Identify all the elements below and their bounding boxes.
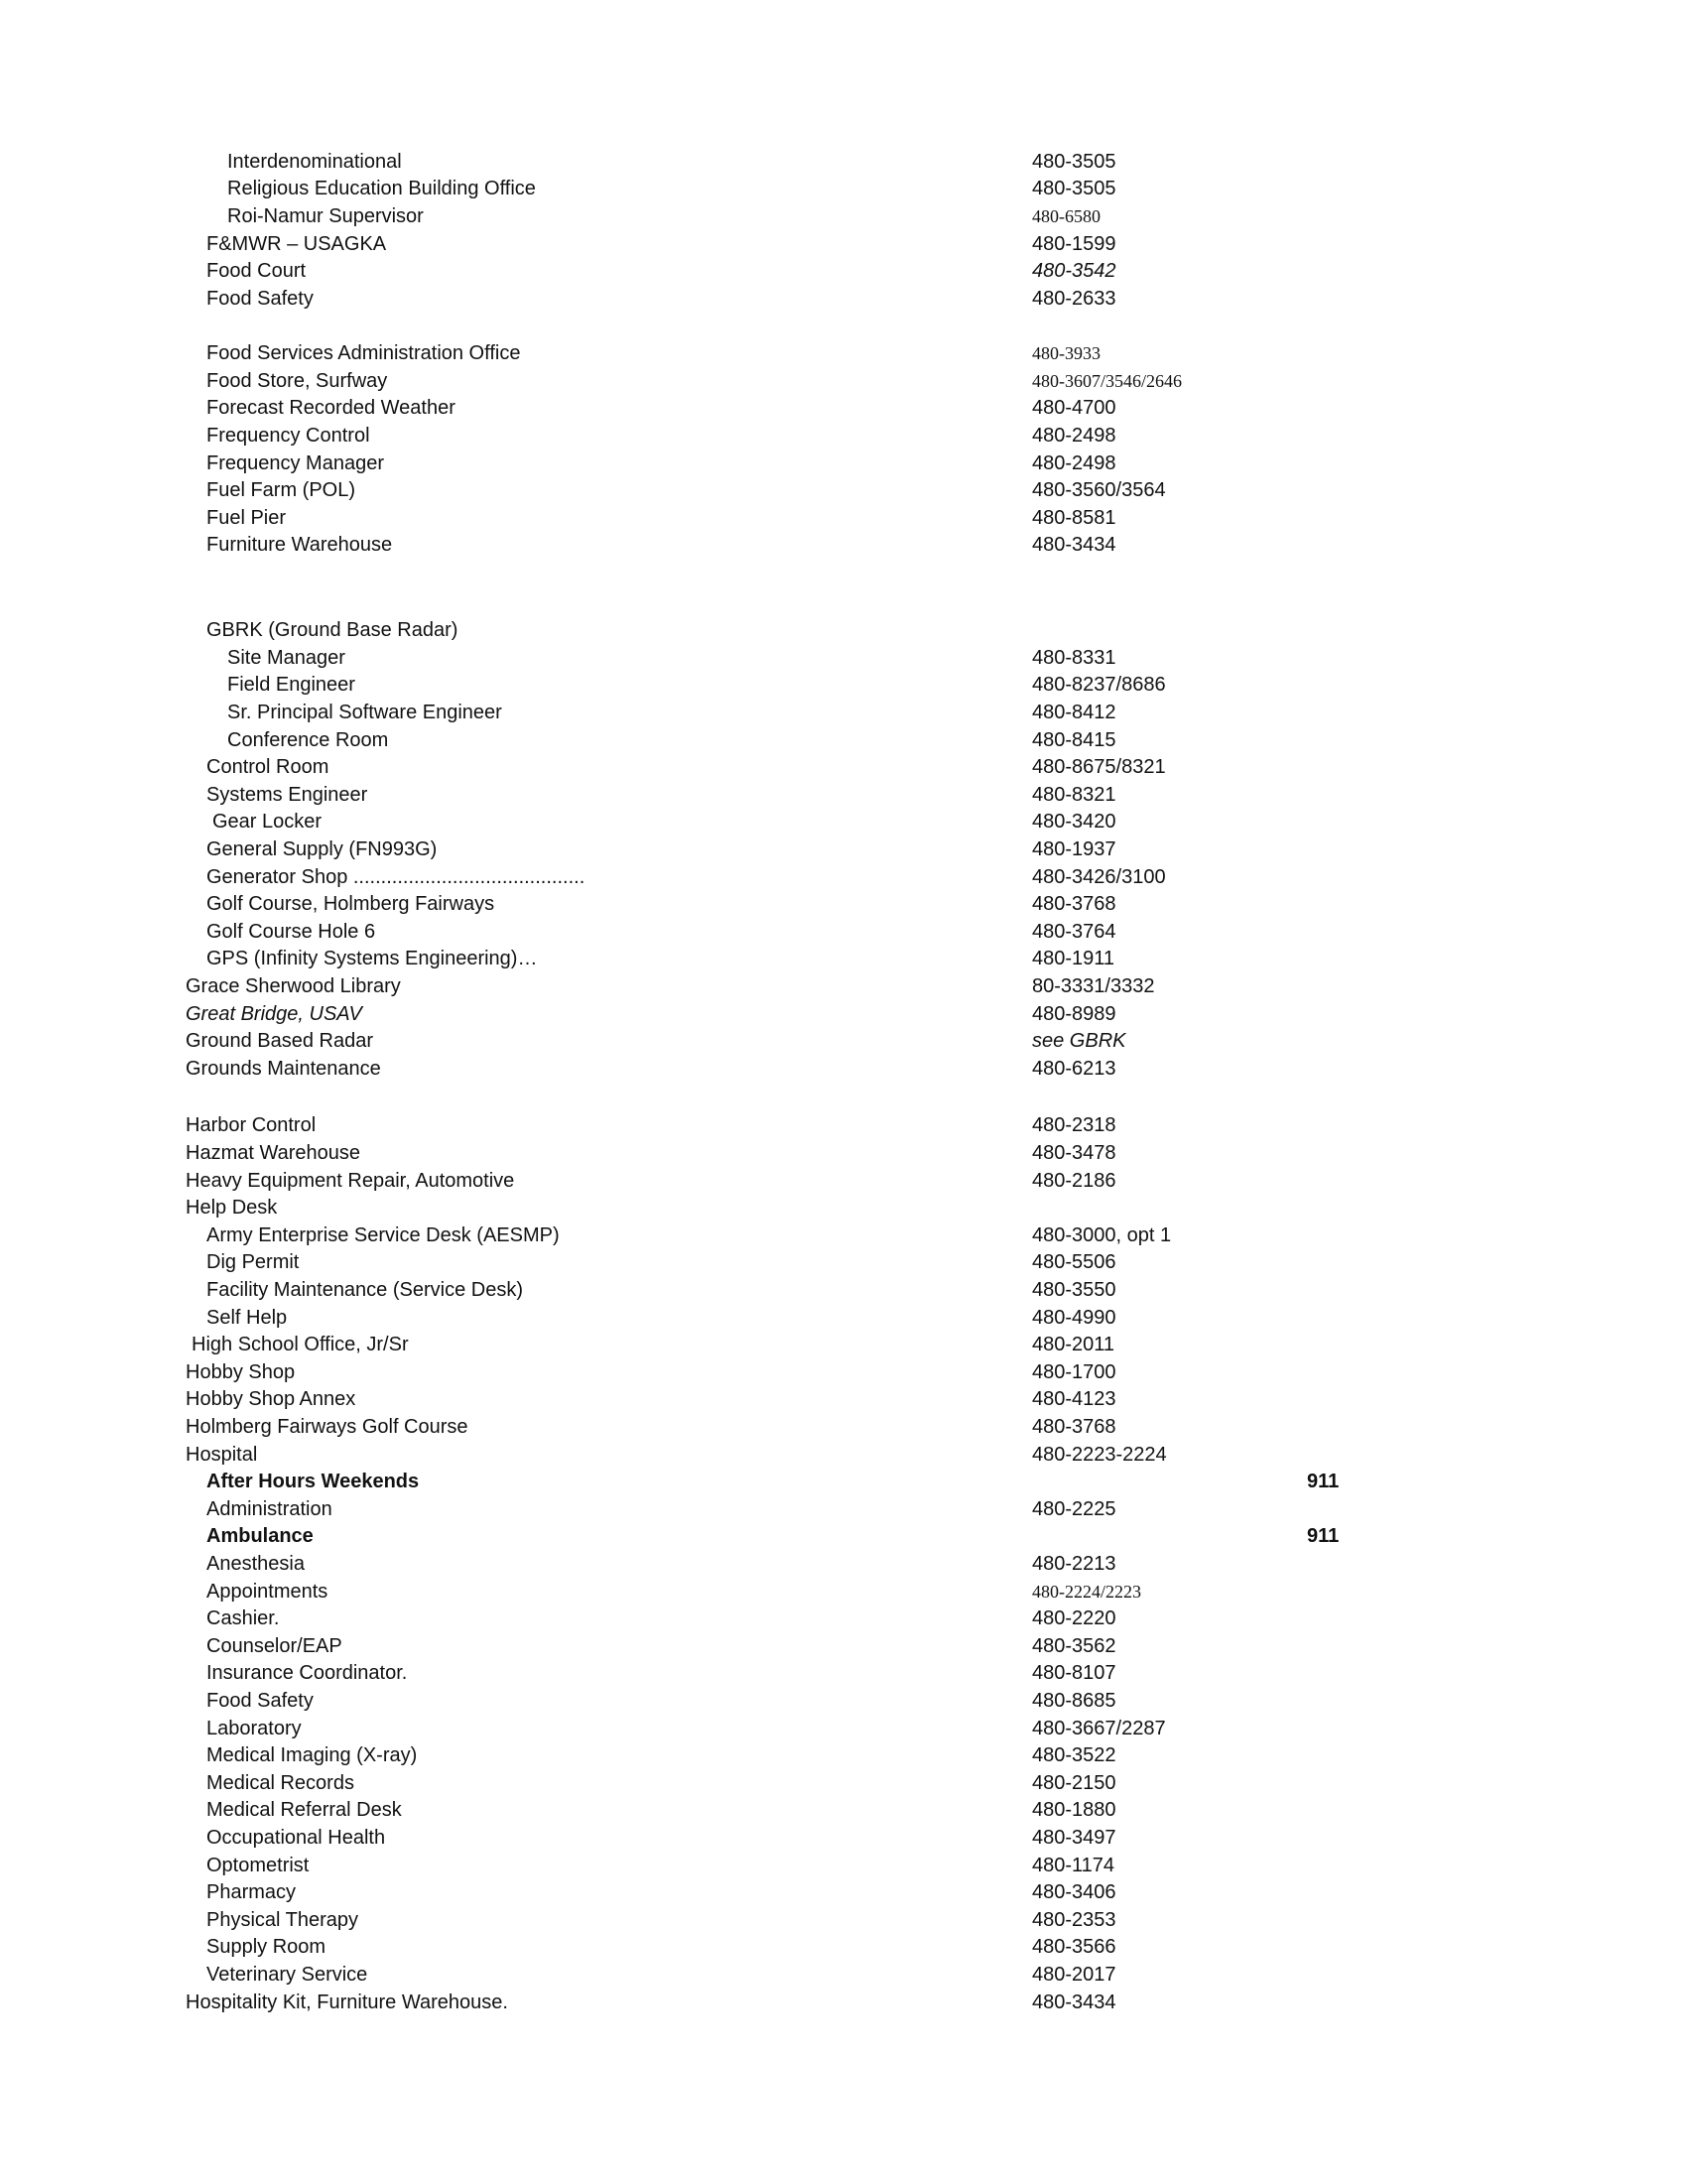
list-item bbox=[0, 1168, 1688, 1195]
entry-name: Medical Imaging (X-ray) bbox=[206, 1744, 418, 1766]
list-item bbox=[0, 1797, 1688, 1824]
list-item bbox=[0, 1359, 1688, 1386]
entry-name: Counselor/EAP bbox=[206, 1635, 342, 1657]
list-item bbox=[0, 1305, 1688, 1332]
entry-phone: 480-4990 bbox=[1032, 1307, 1116, 1329]
entry-name: After Hours Weekends bbox=[206, 1471, 420, 1492]
entry-name: Golf Course Hole 6 bbox=[206, 921, 376, 943]
list-item bbox=[0, 1853, 1688, 1879]
entry-phone: 480-3522 bbox=[1032, 1744, 1116, 1766]
entry-phone: 480-1700 bbox=[1032, 1361, 1116, 1383]
entry-phone: 480-3426/3100 bbox=[1032, 866, 1166, 888]
entry-name: Grounds Maintenance bbox=[186, 1058, 381, 1080]
list-item bbox=[0, 176, 1688, 202]
list-item bbox=[0, 423, 1688, 450]
entry-phone: 480-3505 bbox=[1032, 151, 1116, 173]
entry-name: Fuel Farm (POL) bbox=[206, 479, 356, 501]
entry-name: Facility Maintenance (Service Desk) bbox=[206, 1279, 523, 1301]
entry-name: Harbor Control bbox=[186, 1114, 317, 1136]
list-item bbox=[0, 1496, 1688, 1523]
entry-name: Physical Therapy bbox=[206, 1909, 359, 1931]
entry-phone: 480-2318 bbox=[1032, 1114, 1116, 1136]
entry-name: Army Enterprise Service Desk (AESMP) bbox=[206, 1224, 560, 1246]
list-item bbox=[0, 1140, 1688, 1167]
entry-phone: 480-3933 bbox=[1032, 343, 1101, 363]
list-item bbox=[0, 1633, 1688, 1660]
entry-name: General Supply (FN993G) bbox=[206, 838, 438, 860]
entry-phone: 480-2353 bbox=[1032, 1909, 1116, 1931]
entry-name: Field Engineer bbox=[227, 674, 355, 696]
entry-name: Anesthesia bbox=[206, 1553, 305, 1575]
list-item bbox=[0, 1688, 1688, 1715]
list-item bbox=[0, 1001, 1688, 1028]
entry-phone: 480-2150 bbox=[1032, 1772, 1116, 1794]
entry-name: Roi-Namur Supervisor bbox=[227, 205, 424, 227]
list-item bbox=[0, 1770, 1688, 1797]
entry-phone: 480-3406 bbox=[1032, 1881, 1116, 1903]
entry-phone: 480-8415 bbox=[1032, 729, 1116, 751]
entry-name: Hospital bbox=[186, 1444, 258, 1466]
list-item bbox=[0, 973, 1688, 1000]
entry-phone: 480-1599 bbox=[1032, 233, 1116, 255]
list-item bbox=[0, 1332, 1688, 1358]
entry-phone: 480-6213 bbox=[1032, 1058, 1116, 1080]
entry-name: Furniture Warehouse bbox=[206, 534, 393, 556]
entry-phone: see GBRK bbox=[1032, 1030, 1126, 1052]
list-item bbox=[0, 505, 1688, 532]
list-item bbox=[0, 836, 1688, 863]
list-item bbox=[0, 1277, 1688, 1304]
entry-name: Medical Referral Desk bbox=[206, 1799, 402, 1821]
entry-phone: 480-3607/3546/2646 bbox=[1032, 371, 1182, 391]
list-item bbox=[0, 891, 1688, 918]
entry-name: Generator Shop .......................................... bbox=[206, 866, 585, 888]
entry-name: Pharmacy bbox=[206, 1881, 297, 1903]
list-item bbox=[0, 450, 1688, 477]
list-item bbox=[0, 258, 1688, 285]
list-item bbox=[0, 1990, 1688, 2016]
entry-name: Self Help bbox=[206, 1307, 288, 1329]
list-item bbox=[0, 617, 1688, 644]
list-item bbox=[0, 231, 1688, 258]
entry-name: Food Services Administration Office bbox=[206, 342, 521, 364]
entry-phone: 480-8237/8686 bbox=[1032, 674, 1166, 696]
entry-name: Insurance Coordinator. bbox=[206, 1662, 408, 1684]
list-item bbox=[0, 946, 1688, 972]
entry-name: Hazmat Warehouse bbox=[186, 1142, 360, 1164]
list-item bbox=[0, 203, 1688, 230]
list-item bbox=[0, 1551, 1688, 1578]
entry-phone: 480-6580 bbox=[1032, 206, 1101, 226]
entry-phone: 480-5506 bbox=[1032, 1251, 1116, 1273]
entry-name: Control Room bbox=[206, 756, 329, 778]
list-item bbox=[0, 1469, 1688, 1495]
entry-phone: 480-3667/2287 bbox=[1032, 1718, 1166, 1739]
entry-phone: 480-8685 bbox=[1032, 1690, 1116, 1712]
list-item bbox=[0, 1414, 1688, 1441]
entry-name: Cashier. bbox=[206, 1607, 280, 1629]
entry-phone: 480-8581 bbox=[1032, 507, 1116, 529]
list-item bbox=[0, 1195, 1688, 1221]
entry-phone: 480-3497 bbox=[1032, 1827, 1116, 1849]
list-item bbox=[0, 340, 1688, 367]
entry-phone: 480-3505 bbox=[1032, 178, 1116, 199]
entry-phone: 480-8107 bbox=[1032, 1662, 1116, 1684]
entry-phone: 480-2223-2224 bbox=[1032, 1444, 1167, 1466]
entry-name: Food Court bbox=[206, 260, 307, 282]
list-item bbox=[0, 645, 1688, 672]
entry-name: Systems Engineer bbox=[206, 784, 368, 806]
entry-name: Religious Education Building Office bbox=[227, 178, 536, 199]
entry-phone: 480-2498 bbox=[1032, 452, 1116, 474]
list-item bbox=[0, 919, 1688, 946]
list-item bbox=[0, 286, 1688, 313]
list-item bbox=[0, 1112, 1688, 1139]
entry-phone: 480-3434 bbox=[1032, 534, 1116, 556]
list-item bbox=[0, 1716, 1688, 1742]
entry-phone: 480-2633 bbox=[1032, 288, 1116, 310]
entry-phone: 480-3560/3564 bbox=[1032, 479, 1166, 501]
entry-name: Hospitality Kit, Furniture Warehouse. bbox=[186, 1991, 508, 2013]
list-item bbox=[0, 672, 1688, 699]
entry-phone: 480-3000, opt 1 bbox=[1032, 1224, 1172, 1246]
entry-name: Dig Permit bbox=[206, 1251, 300, 1273]
entry-name: Ground Based Radar bbox=[186, 1030, 374, 1052]
list-item bbox=[0, 1222, 1688, 1249]
entry-name: Medical Records bbox=[206, 1772, 354, 1794]
entry-name: Hobby Shop Annex bbox=[186, 1388, 356, 1410]
list-item bbox=[0, 782, 1688, 809]
list-item bbox=[0, 1934, 1688, 1961]
list-item bbox=[0, 809, 1688, 835]
list-item bbox=[0, 1579, 1688, 1606]
entry-phone: 480-2225 bbox=[1032, 1498, 1116, 1520]
entry-name: Food Safety bbox=[206, 1690, 314, 1712]
entry-phone: 480-3768 bbox=[1032, 893, 1116, 915]
list-item bbox=[0, 727, 1688, 754]
entry-name: Grace Sherwood Library bbox=[186, 975, 401, 997]
entry-name: Supply Room bbox=[206, 1936, 326, 1958]
entry-phone: 480-3562 bbox=[1032, 1635, 1116, 1657]
entry-phone: 480-1911 bbox=[1032, 948, 1115, 969]
entry-phone: 480-2186 bbox=[1032, 1170, 1116, 1192]
entry-name: High School Office, Jr/Sr bbox=[192, 1334, 409, 1355]
list-item bbox=[0, 1606, 1688, 1632]
entry-name: Fuel Pier bbox=[206, 507, 287, 529]
entry-name: GPS (Infinity Systems Engineering)… bbox=[206, 948, 538, 969]
entry-phone: 480-3764 bbox=[1032, 921, 1116, 943]
entry-phone: 480-2224/2223 bbox=[1032, 1582, 1141, 1602]
entry-phone: 480-1880 bbox=[1032, 1799, 1116, 1821]
entry-name: Administration bbox=[206, 1498, 332, 1520]
entry-phone: 80-3331/3332 bbox=[1032, 975, 1155, 997]
entry-phone: 480-2498 bbox=[1032, 425, 1116, 447]
list-item bbox=[0, 1907, 1688, 1934]
entry-phone: 480-1937 bbox=[1032, 838, 1116, 860]
entry-name: Food Store, Surfway bbox=[206, 370, 388, 392]
list-item bbox=[0, 368, 1688, 395]
entry-phone: 480-4700 bbox=[1032, 397, 1116, 419]
entry-name: Site Manager bbox=[227, 647, 345, 669]
entry-name: Forecast Recorded Weather bbox=[206, 397, 455, 419]
list-item bbox=[0, 1825, 1688, 1852]
entry-name: Gear Locker bbox=[212, 811, 323, 833]
list-item bbox=[0, 754, 1688, 781]
list-item bbox=[0, 1742, 1688, 1769]
list-item bbox=[0, 1386, 1688, 1413]
entry-name: Laboratory bbox=[206, 1718, 302, 1739]
entry-name: Appointments bbox=[206, 1581, 328, 1603]
entry-name: Help Desk bbox=[186, 1197, 278, 1219]
entry-phone: 480-3542 bbox=[1032, 260, 1116, 282]
entry-name: Optometrist bbox=[206, 1855, 310, 1876]
entry-name: Conference Room bbox=[227, 729, 389, 751]
entry-name: GBRK (Ground Base Radar) bbox=[206, 619, 458, 641]
entry-name: Hobby Shop bbox=[186, 1361, 296, 1383]
entry-phone: 480-3550 bbox=[1032, 1279, 1116, 1301]
entry-name: Food Safety bbox=[206, 288, 314, 310]
entry-phone: 480-8321 bbox=[1032, 784, 1116, 806]
entry-phone: 480-3566 bbox=[1032, 1936, 1116, 1958]
list-item bbox=[0, 700, 1688, 726]
list-item bbox=[0, 1028, 1688, 1055]
entry-phone: 480-3478 bbox=[1032, 1142, 1116, 1164]
entry-name: Heavy Equipment Repair, Automotive bbox=[186, 1170, 515, 1192]
list-item bbox=[0, 1660, 1688, 1687]
entry-phone: 480-2017 bbox=[1032, 1964, 1116, 1986]
entry-name: F&MWR – USAGKA bbox=[206, 233, 387, 255]
entry-name: Holmberg Fairways Golf Course bbox=[186, 1416, 468, 1438]
list-item bbox=[0, 864, 1688, 891]
list-item bbox=[0, 1523, 1688, 1550]
list-item bbox=[0, 532, 1688, 559]
list-item bbox=[0, 395, 1688, 422]
list-item bbox=[0, 1962, 1688, 1989]
entry-phone: 480-8412 bbox=[1032, 702, 1116, 723]
list-item bbox=[0, 1879, 1688, 1906]
list-item bbox=[0, 1249, 1688, 1276]
entry-phone: 911 bbox=[1307, 1525, 1340, 1547]
entry-phone: 480-3768 bbox=[1032, 1416, 1116, 1438]
list-item bbox=[0, 149, 1688, 176]
list-item bbox=[0, 1056, 1688, 1083]
entry-phone: 480-2011 bbox=[1032, 1334, 1115, 1355]
entry-phone: 911 bbox=[1307, 1471, 1340, 1492]
entry-phone: 480-3420 bbox=[1032, 811, 1116, 833]
entry-phone: 480-3434 bbox=[1032, 1991, 1116, 2013]
entry-name: Great Bridge, USAV bbox=[186, 1003, 362, 1025]
entry-name: Frequency Manager bbox=[206, 452, 384, 474]
entry-phone: 480-8331 bbox=[1032, 647, 1116, 669]
entry-name: Golf Course, Holmberg Fairways bbox=[206, 893, 495, 915]
entry-name: Veterinary Service bbox=[206, 1964, 368, 1986]
entry-phone: 480-1174 bbox=[1032, 1855, 1115, 1876]
entry-phone: 480-4123 bbox=[1032, 1388, 1116, 1410]
entry-phone: 480-2213 bbox=[1032, 1553, 1116, 1575]
entry-name: Interdenominational bbox=[227, 151, 402, 173]
entry-name: Sr. Principal Software Engineer bbox=[227, 702, 502, 723]
entry-name: Occupational Health bbox=[206, 1827, 386, 1849]
list-item bbox=[0, 1442, 1688, 1469]
entry-name: Frequency Control bbox=[206, 425, 370, 447]
entry-phone: 480-8675/8321 bbox=[1032, 756, 1166, 778]
entry-phone: 480-8989 bbox=[1032, 1003, 1116, 1025]
list-item bbox=[0, 477, 1688, 504]
entry-name: Ambulance bbox=[206, 1525, 314, 1547]
entry-phone: 480-2220 bbox=[1032, 1607, 1116, 1629]
